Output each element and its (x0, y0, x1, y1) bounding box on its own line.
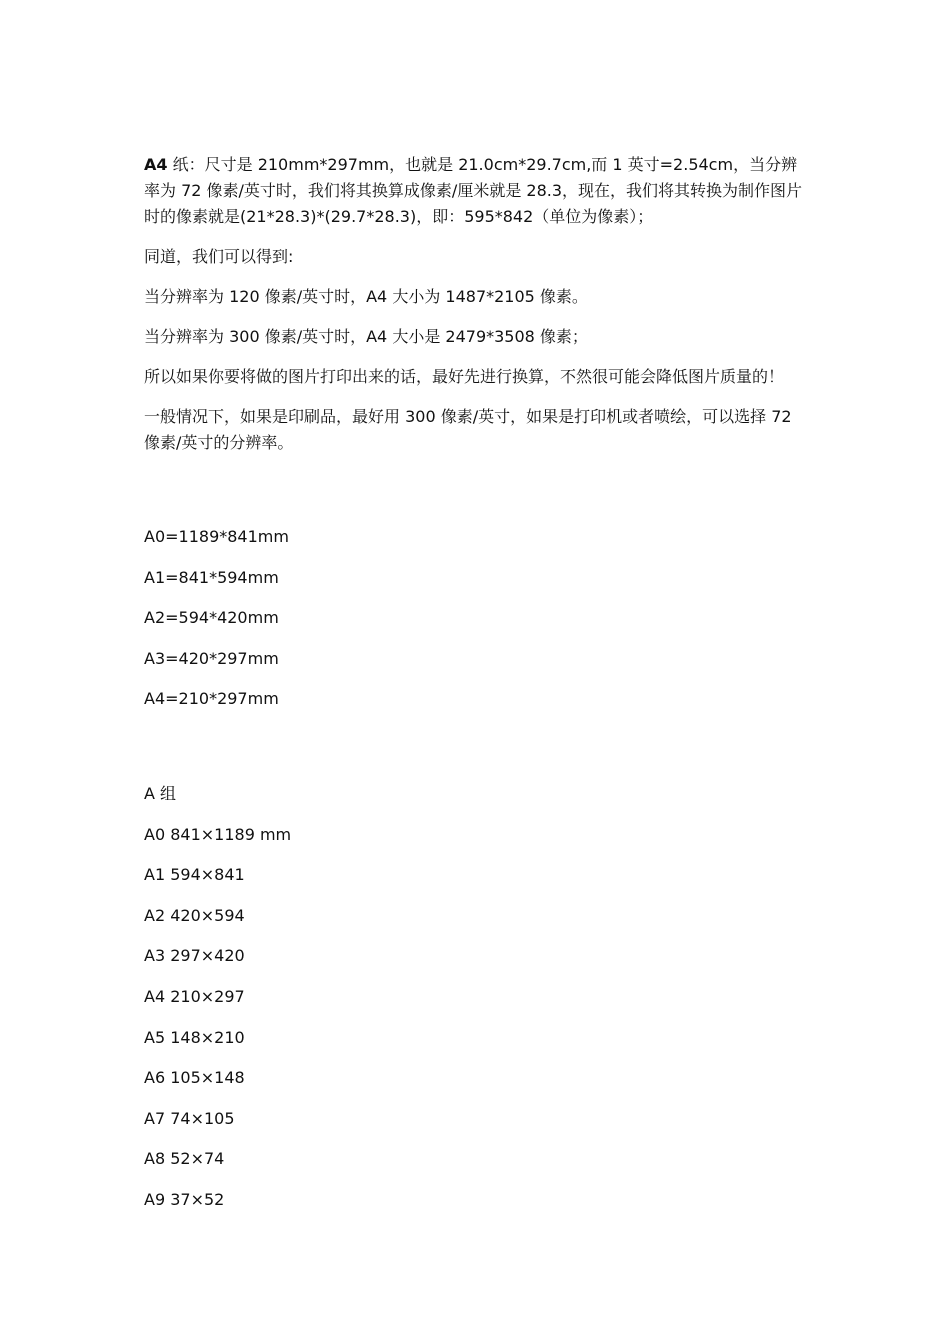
document-body (144, 152, 806, 1228)
paragraph-same-way: 同道，我们可以得到: (144, 247, 294, 266)
intro-paragraph-text: 纸：尺寸是 210mm*297mm，也就是 21.0cm*29.7cm,而 1 英寸=2.54cm，当分辨率为 72 像素/英寸时，我们将其换算成像素/厘米就是 28.3，现在，我们将其转换为制作图片时的像素就是(21*28.3)*(29.7*28.3)，即：595*842（单位为像素）； (144, 155, 803, 226)
sizes-mm-list (144, 524, 806, 712)
list-item: A3=420*297mm (144, 648, 279, 668)
list-item: A2=594*420mm (144, 608, 279, 628)
spacer (144, 470, 806, 524)
spacer (144, 727, 806, 781)
list-item: A7 74×105 (144, 1108, 235, 1128)
list-item: A4=210*297mm (144, 689, 279, 709)
list-item: A4 210×297 (144, 986, 245, 1006)
list-item: A3 297×420 (144, 946, 245, 966)
intro-bold-lead: A4 (144, 155, 168, 174)
paragraph-120ppi: 当分辨率为 120 像素/英寸时，A4 大小为 1487*2105 像素。 (144, 287, 588, 306)
list-item: A6 105×148 (144, 1068, 245, 1088)
list-item: A0 841×1189 mm (144, 824, 292, 844)
list-item: A1 594×841 (144, 865, 245, 885)
list-item: A2 420×594 (144, 905, 245, 925)
list-item: A1=841*594mm (144, 567, 279, 587)
paragraph-advice: 所以如果你要将做的图片打印出来的话，最好先进行换算，不然很可能会降低图片质量的！ (144, 367, 785, 386)
list-item: A8 52×74 (144, 1149, 225, 1169)
list-item: A9 37×52 (144, 1189, 225, 1209)
intro-paragraph (144, 152, 806, 230)
section-heading: A 组 (144, 783, 177, 803)
list-item: A0=1189*841mm (144, 527, 289, 546)
a-group-section (144, 781, 806, 1213)
list-item: A5 148×210 (144, 1027, 245, 1047)
paragraph-300ppi: 当分辨率为 300 像素/英寸时，A4 大小是 2479*3508 像素； (144, 327, 588, 346)
paragraph-general: 一般情况下，如果是印刷品，最好用 300 像素/英寸，如果是打印机或者喷绘，可以选择 72 像素/英寸的分辨率。 (144, 407, 792, 452)
